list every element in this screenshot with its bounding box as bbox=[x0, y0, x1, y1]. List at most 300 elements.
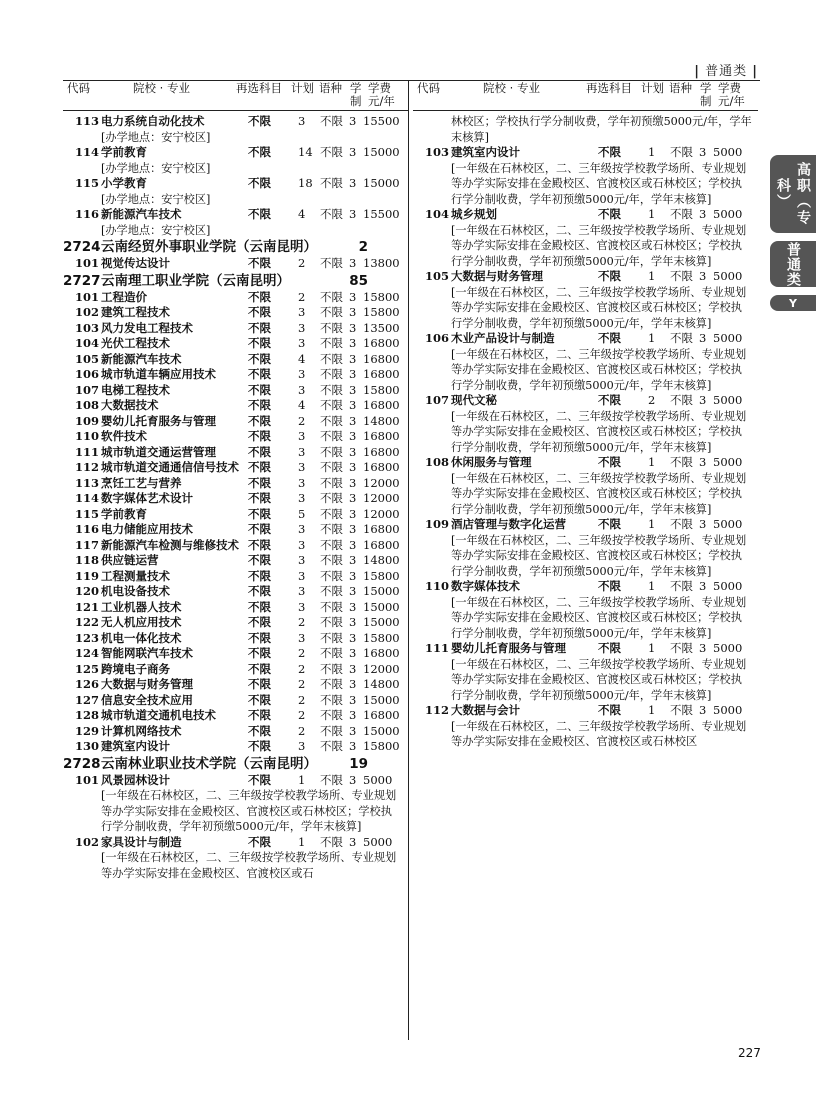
program-plan: 2 bbox=[298, 677, 306, 691]
program-subject: 不限 bbox=[248, 398, 271, 412]
program-fee: 13500 bbox=[363, 320, 400, 335]
program-name: 城市轨道车辆应用技术 bbox=[101, 367, 216, 381]
program-plan: 2 bbox=[648, 393, 656, 407]
table-row bbox=[63, 522, 408, 538]
program-subject: 不限 bbox=[248, 630, 271, 645]
program-subject: 不限 bbox=[248, 475, 271, 490]
program-code: 101 bbox=[75, 256, 100, 270]
program-code: 118 bbox=[75, 553, 100, 567]
program-code: 109 bbox=[75, 413, 100, 428]
program-lang: 不限 bbox=[320, 336, 343, 350]
program-plan: 5 bbox=[298, 506, 306, 521]
table-row bbox=[63, 693, 408, 709]
table-row bbox=[63, 383, 408, 399]
header-code: 代码 bbox=[417, 81, 440, 95]
program-code: 110 bbox=[75, 429, 100, 443]
header-subject: 再选科目 bbox=[586, 81, 632, 95]
program-years: 3 bbox=[349, 475, 357, 490]
program-name: 木业产品设计与制造 bbox=[451, 331, 555, 345]
program-subject: 不限 bbox=[598, 703, 621, 717]
program-subject: 不限 bbox=[248, 176, 271, 190]
program-lang: 不限 bbox=[670, 331, 693, 345]
program-lang: 不限 bbox=[320, 615, 343, 629]
program-subject: 不限 bbox=[598, 269, 621, 283]
program-plan: 3 bbox=[298, 568, 306, 583]
school-heading bbox=[63, 238, 408, 256]
program-plan: 1 bbox=[648, 207, 656, 221]
program-name: 大数据与财务管理 bbox=[101, 677, 193, 691]
program-name: 风景园林设计 bbox=[101, 772, 170, 787]
table-row bbox=[63, 835, 408, 851]
program-years: 3 bbox=[699, 393, 707, 407]
program-code: 116 bbox=[75, 522, 100, 536]
side-tab-vocational[interactable]: 高职（专科） bbox=[770, 155, 816, 233]
table-row bbox=[63, 677, 408, 693]
program-name: 建筑室内设计 bbox=[101, 739, 170, 753]
program-lang: 不限 bbox=[320, 145, 343, 159]
program-plan: 2 bbox=[298, 723, 306, 738]
program-plan: 1 bbox=[648, 641, 656, 655]
program-years: 3 bbox=[349, 739, 357, 753]
program-plan: 4 bbox=[298, 398, 306, 412]
table-header bbox=[63, 80, 408, 111]
program-name: 大数据与会计 bbox=[451, 703, 520, 717]
right-body bbox=[413, 111, 758, 750]
program-lang: 不限 bbox=[320, 772, 343, 787]
program-lang: 不限 bbox=[320, 584, 343, 598]
program-code: 114 bbox=[75, 491, 100, 505]
school-name: 云南经贸外事职业学院（云南昆明） bbox=[101, 239, 317, 255]
program-years: 3 bbox=[349, 491, 357, 505]
program-lang: 不限 bbox=[670, 145, 693, 159]
program-name: 大数据技术 bbox=[101, 398, 159, 412]
table-header bbox=[413, 80, 758, 111]
program-fee: 16800 bbox=[363, 336, 400, 350]
program-plan: 18 bbox=[298, 176, 313, 190]
program-fee: 16800 bbox=[363, 398, 400, 412]
program-name: 工程造价 bbox=[101, 289, 147, 304]
program-lang: 不限 bbox=[320, 537, 343, 552]
program-subject: 不限 bbox=[248, 553, 271, 567]
program-subject: 不限 bbox=[248, 460, 271, 474]
program-lang: 不限 bbox=[320, 207, 343, 221]
program-name: 新能源汽车技术 bbox=[101, 351, 182, 366]
program-code: 109 bbox=[425, 517, 450, 531]
table-row bbox=[63, 176, 408, 192]
program-code: 116 bbox=[75, 207, 100, 221]
program-fee: 15800 bbox=[363, 630, 400, 645]
table-row bbox=[413, 207, 758, 223]
left-body bbox=[63, 111, 408, 881]
program-note: [一年级在石林校区，二、三年级按学校教学场所、专业规划等办学实际安排在金殿校区、官渡校区或石林校区；学校执行学分制收费，学年初预缴5000元/年，学年末核算] bbox=[451, 161, 747, 206]
program-subject: 不限 bbox=[248, 677, 271, 691]
program-fee: 5000 bbox=[713, 331, 743, 345]
program-code: 105 bbox=[75, 351, 100, 366]
program-lang: 不限 bbox=[320, 351, 343, 366]
program-plan: 1 bbox=[648, 145, 656, 159]
program-years: 3 bbox=[349, 708, 357, 722]
page-number: 227 bbox=[738, 1046, 761, 1060]
program-years: 3 bbox=[699, 703, 707, 717]
program-years: 3 bbox=[349, 444, 357, 459]
program-subject: 不限 bbox=[248, 145, 271, 159]
program-name: 小学教育 bbox=[101, 176, 147, 190]
program-fee: 5000 bbox=[713, 579, 743, 593]
program-subject: 不限 bbox=[248, 661, 271, 676]
program-lang: 不限 bbox=[320, 522, 343, 536]
program-fee: 15000 bbox=[363, 176, 400, 190]
table-row bbox=[63, 207, 408, 223]
program-fee: 5000 bbox=[713, 517, 743, 531]
program-lang: 不限 bbox=[320, 568, 343, 583]
program-subject: 不限 bbox=[248, 351, 271, 366]
school-heading bbox=[63, 755, 408, 773]
program-lang: 不限 bbox=[320, 599, 343, 614]
program-name: 大数据与财务管理 bbox=[451, 269, 543, 283]
program-lang: 不限 bbox=[320, 413, 343, 428]
program-name: 无人机应用技术 bbox=[101, 615, 182, 629]
program-plan: 3 bbox=[298, 305, 306, 319]
table-row bbox=[413, 145, 758, 161]
program-code: 105 bbox=[425, 269, 450, 283]
program-subject: 不限 bbox=[248, 692, 271, 707]
program-name: 信息安全技术应用 bbox=[101, 692, 193, 707]
column-divider bbox=[408, 80, 409, 1040]
program-plan: 3 bbox=[298, 429, 306, 443]
program-note: [一年级在石林校区，二、三年级按学校教学场所、专业规划等办学实际安排在金殿校区、官渡校区或石林校区；学校执行学分制收费，学年初预缴5000元/年，学年末核算] bbox=[451, 533, 747, 578]
program-fee: 5000 bbox=[713, 393, 743, 407]
program-plan: 3 bbox=[298, 336, 306, 350]
program-fee: 15800 bbox=[363, 382, 400, 397]
program-code: 117 bbox=[75, 537, 100, 552]
school-name: 云南林业职业技术学院（云南昆明） bbox=[101, 755, 317, 772]
program-fee: 15000 bbox=[363, 584, 400, 598]
program-fee: 5000 bbox=[713, 703, 743, 717]
table-row bbox=[63, 305, 408, 321]
program-plan: 14 bbox=[298, 145, 313, 159]
program-code: 103 bbox=[425, 145, 450, 159]
program-subject: 不限 bbox=[598, 517, 621, 531]
program-subject: 不限 bbox=[248, 491, 271, 505]
program-subject: 不限 bbox=[248, 615, 271, 629]
program-plan: 3 bbox=[298, 630, 306, 645]
table-row bbox=[413, 579, 758, 595]
program-plan: 3 bbox=[298, 114, 306, 128]
program-plan: 3 bbox=[298, 444, 306, 459]
program-plan: 3 bbox=[298, 491, 306, 505]
program-lang: 不限 bbox=[320, 429, 343, 443]
program-code: 112 bbox=[75, 460, 100, 474]
program-fee: 12000 bbox=[363, 661, 400, 676]
program-code: 106 bbox=[75, 367, 100, 381]
program-years: 3 bbox=[349, 398, 357, 412]
program-years: 3 bbox=[699, 145, 707, 159]
program-lang: 不限 bbox=[320, 398, 343, 412]
program-fee: 5000 bbox=[363, 772, 393, 787]
school-code: 2724 bbox=[63, 239, 101, 255]
program-lang: 不限 bbox=[320, 491, 343, 505]
program-years: 3 bbox=[699, 331, 707, 345]
program-fee: 5000 bbox=[713, 641, 743, 655]
program-fee: 14800 bbox=[363, 553, 400, 567]
program-fee: 13800 bbox=[363, 256, 400, 270]
program-code: 120 bbox=[75, 584, 100, 598]
program-name: 风力发电工程技术 bbox=[101, 320, 193, 335]
header-subject: 再选科目 bbox=[236, 81, 282, 95]
program-lang: 不限 bbox=[320, 444, 343, 459]
program-code: 122 bbox=[75, 615, 100, 629]
program-plan: 1 bbox=[648, 517, 656, 531]
program-fee: 16800 bbox=[363, 522, 400, 536]
school-plan: 85 bbox=[349, 272, 368, 289]
program-lang: 不限 bbox=[320, 289, 343, 304]
header-years: 学 制 bbox=[350, 81, 362, 108]
program-code: 126 bbox=[75, 677, 100, 691]
program-plan: 1 bbox=[298, 772, 306, 787]
program-code: 112 bbox=[425, 703, 450, 717]
program-note: [办学地点：安宁校区] bbox=[101, 192, 211, 206]
school-plan: 19 bbox=[349, 755, 368, 772]
table-row bbox=[63, 256, 408, 272]
program-fee: 5000 bbox=[713, 207, 743, 221]
program-name: 学前教育 bbox=[101, 506, 147, 521]
program-code: 101 bbox=[75, 289, 100, 304]
side-tab-y[interactable]: Y bbox=[770, 295, 816, 311]
program-note: [办学地点：安宁校区] bbox=[101, 161, 211, 175]
program-plan: 2 bbox=[298, 413, 306, 428]
program-lang: 不限 bbox=[320, 692, 343, 707]
program-name: 建筑室内设计 bbox=[451, 145, 520, 159]
program-subject: 不限 bbox=[248, 584, 271, 598]
program-name: 新能源汽车技术 bbox=[101, 207, 182, 221]
program-years: 3 bbox=[349, 584, 357, 598]
program-plan: 3 bbox=[298, 367, 306, 381]
header-years: 学 制 bbox=[700, 81, 712, 108]
table-row bbox=[63, 336, 408, 352]
program-subject: 不限 bbox=[598, 207, 621, 221]
program-code: 128 bbox=[75, 708, 100, 722]
program-name: 新能源汽车检测与维修技术 bbox=[101, 537, 239, 552]
program-code: 101 bbox=[75, 772, 100, 787]
program-fee: 5000 bbox=[363, 834, 393, 849]
header-name: 院校 · 专业 bbox=[133, 81, 190, 95]
program-note: [一年级在石林校区，二、三年级按学校教学场所、专业规划等办学实际安排在金殿校区、官渡校区或石林校区；学校执行学分制收费，学年初预缴5000元/年，学年末核算] bbox=[451, 285, 747, 330]
program-fee: 15000 bbox=[363, 692, 400, 707]
program-name: 电力储能应用技术 bbox=[101, 522, 193, 536]
table-row bbox=[63, 145, 408, 161]
program-years: 3 bbox=[349, 646, 357, 660]
program-lang: 不限 bbox=[320, 677, 343, 691]
program-years: 3 bbox=[349, 677, 357, 691]
program-years: 3 bbox=[349, 834, 357, 849]
program-code: 130 bbox=[75, 739, 100, 753]
program-years: 3 bbox=[349, 114, 357, 128]
program-note: [一年级在石林校区，二、三年级按学校教学场所、专业规划等办学实际安排在金殿校区、官渡校区或石林校区；学校执行学分制收费，学年初预缴5000元/年，学年末核算] bbox=[451, 657, 747, 702]
table-row bbox=[63, 114, 408, 130]
program-years: 3 bbox=[349, 367, 357, 381]
program-plan: 3 bbox=[298, 739, 306, 753]
program-years: 3 bbox=[349, 176, 357, 190]
side-tab-general[interactable]: 普通类 bbox=[770, 241, 816, 287]
program-years: 3 bbox=[349, 723, 357, 738]
table-row bbox=[63, 507, 408, 523]
program-note: [一年级在石林校区，二、三年级按学校教学场所、专业规划等办学实际安排在金殿校区、官渡校区或石 bbox=[101, 851, 397, 880]
program-fee: 16800 bbox=[363, 444, 400, 459]
program-code: 104 bbox=[75, 336, 100, 350]
program-years: 3 bbox=[349, 382, 357, 397]
table-row bbox=[63, 429, 408, 445]
program-code: 125 bbox=[75, 661, 100, 676]
program-plan: 1 bbox=[648, 703, 656, 717]
program-name: 数字媒体艺术设计 bbox=[101, 491, 193, 505]
program-years: 3 bbox=[349, 351, 357, 366]
program-plan: 3 bbox=[298, 584, 306, 598]
program-plan: 4 bbox=[298, 207, 306, 221]
program-fee: 16800 bbox=[363, 351, 400, 366]
program-lang: 不限 bbox=[320, 367, 343, 381]
program-plan: 2 bbox=[298, 692, 306, 707]
program-years: 3 bbox=[349, 615, 357, 629]
program-subject: 不限 bbox=[598, 393, 621, 407]
program-subject: 不限 bbox=[248, 506, 271, 521]
program-name: 机电设备技术 bbox=[101, 584, 170, 598]
program-note: [一年级在石林校区，二、三年级按学校教学场所、专业规划等办学实际安排在金殿校区、官渡校区或石林校区 bbox=[451, 719, 747, 748]
table-row bbox=[413, 393, 758, 409]
program-years: 3 bbox=[349, 460, 357, 474]
table-row bbox=[63, 367, 408, 383]
program-note: [一年级在石林校区，二、三年级按学校教学场所、专业规划等办学实际安排在金殿校区、官渡校区或石林校区；学校执行学分制收费，学年初预缴5000元/年，学年末核算] bbox=[451, 409, 747, 454]
program-subject: 不限 bbox=[248, 708, 271, 722]
program-plan: 2 bbox=[298, 289, 306, 304]
table-row bbox=[63, 773, 408, 789]
table-row bbox=[63, 569, 408, 585]
program-name: 机电一体化技术 bbox=[101, 630, 182, 645]
program-fee: 15500 bbox=[363, 207, 400, 221]
program-name: 智能网联汽车技术 bbox=[101, 646, 193, 660]
program-plan: 3 bbox=[298, 460, 306, 474]
table-row bbox=[63, 398, 408, 414]
program-plan: 2 bbox=[298, 615, 306, 629]
program-plan: 4 bbox=[298, 351, 306, 366]
program-code: 106 bbox=[425, 331, 450, 345]
program-plan: 1 bbox=[648, 455, 656, 469]
program-lang: 不限 bbox=[670, 455, 693, 469]
program-plan: 3 bbox=[298, 475, 306, 490]
program-name-wrap bbox=[63, 538, 408, 554]
program-code: 104 bbox=[425, 207, 450, 221]
program-subject: 不限 bbox=[248, 367, 271, 381]
table-row bbox=[63, 491, 408, 507]
program-fee: 5000 bbox=[713, 145, 743, 159]
program-subject: 不限 bbox=[598, 331, 621, 345]
program-years: 3 bbox=[349, 145, 357, 159]
table-row bbox=[413, 331, 758, 347]
program-plan: 3 bbox=[298, 320, 306, 335]
program-note: [一年级在石林校区，二、三年级按学校教学场所、专业规划等办学实际安排在金殿校区、官渡校区或石林校区；学校执行学分制收费，学年初预缴5000元/年，学年末核算] bbox=[451, 471, 747, 516]
school-name: 云南理工职业学院（云南昆明） bbox=[101, 272, 290, 289]
program-subject: 不限 bbox=[248, 739, 271, 753]
program-subject: 不限 bbox=[248, 114, 271, 128]
program-fee: 12000 bbox=[363, 475, 400, 490]
program-years: 3 bbox=[349, 320, 357, 335]
continued-note: 林校区；学校执行学分制收费，学年初预缴5000元/年，学年末核算] bbox=[451, 115, 752, 144]
program-lang: 不限 bbox=[320, 305, 343, 319]
program-fee: 16800 bbox=[363, 429, 400, 443]
program-name: 休闲服务与管理 bbox=[451, 455, 532, 469]
program-years: 3 bbox=[349, 630, 357, 645]
program-fee: 12000 bbox=[363, 506, 400, 521]
program-plan: 3 bbox=[298, 522, 306, 536]
program-lang: 不限 bbox=[670, 703, 693, 717]
program-code: 123 bbox=[75, 630, 100, 645]
program-fee: 5000 bbox=[713, 269, 743, 283]
program-code: 114 bbox=[75, 145, 100, 159]
program-note: [办学地点：安宁校区] bbox=[101, 223, 211, 237]
program-subject: 不限 bbox=[248, 834, 271, 849]
program-name: 工程测量技术 bbox=[101, 568, 170, 583]
header-lang: 语种 bbox=[319, 81, 342, 95]
program-plan: 3 bbox=[298, 537, 306, 552]
program-name: 光伏工程技术 bbox=[101, 336, 170, 350]
program-fee: 15000 bbox=[363, 145, 400, 159]
program-code: 129 bbox=[75, 723, 100, 738]
program-lang: 不限 bbox=[670, 579, 693, 593]
program-code: 115 bbox=[75, 176, 100, 190]
program-name: 烹饪工艺与营养 bbox=[101, 475, 182, 490]
table-row bbox=[63, 615, 408, 631]
program-plan: 3 bbox=[298, 382, 306, 397]
program-plan: 3 bbox=[298, 553, 306, 567]
program-fee: 15800 bbox=[363, 568, 400, 583]
program-subject: 不限 bbox=[598, 145, 621, 159]
program-years: 3 bbox=[349, 506, 357, 521]
program-name: 电梯工程技术 bbox=[101, 382, 170, 397]
program-years: 3 bbox=[349, 207, 357, 221]
program-lang: 不限 bbox=[320, 475, 343, 490]
table-row bbox=[63, 739, 408, 755]
program-name: 婴幼儿托育服务与管理 bbox=[101, 413, 216, 428]
program-name: 现代文秘 bbox=[451, 393, 497, 407]
program-lang: 不限 bbox=[670, 641, 693, 655]
program-note: [一年级在石林校区，二、三年级按学校教学场所、专业规划等办学实际安排在金殿校区、官渡校区或石林校区；学校执行学分制收费，学年初预缴5000元/年，学年末核算] bbox=[451, 595, 747, 640]
program-subject: 不限 bbox=[248, 646, 271, 660]
program-subject: 不限 bbox=[248, 256, 271, 270]
program-years: 3 bbox=[699, 579, 707, 593]
program-note: [一年级在石林校区，二、三年级按学校教学场所、专业规划等办学实际安排在金殿校区、官渡校区或石林校区；学校执行学分制收费，学年初预缴5000元/年，学年末核算] bbox=[451, 223, 747, 268]
header-plan: 计划 bbox=[641, 81, 664, 95]
table-row bbox=[63, 662, 408, 678]
program-plan: 2 bbox=[298, 256, 306, 270]
program-fee: 16800 bbox=[363, 646, 400, 660]
table-row bbox=[413, 455, 758, 471]
program-plan: 2 bbox=[298, 661, 306, 676]
program-fee: 16800 bbox=[363, 460, 400, 474]
program-lang: 不限 bbox=[320, 114, 343, 128]
table-row bbox=[63, 631, 408, 647]
table-row bbox=[63, 414, 408, 430]
program-subject: 不限 bbox=[248, 723, 271, 738]
program-subject: 不限 bbox=[248, 522, 271, 536]
header-lang: 语种 bbox=[669, 81, 692, 95]
program-fee: 15000 bbox=[363, 599, 400, 614]
program-subject: 不限 bbox=[248, 429, 271, 443]
program-subject: 不限 bbox=[248, 772, 271, 787]
table-row bbox=[63, 476, 408, 492]
program-subject: 不限 bbox=[248, 336, 271, 350]
program-plan: 2 bbox=[298, 708, 306, 722]
program-years: 3 bbox=[349, 537, 357, 552]
program-code: 108 bbox=[75, 398, 100, 412]
